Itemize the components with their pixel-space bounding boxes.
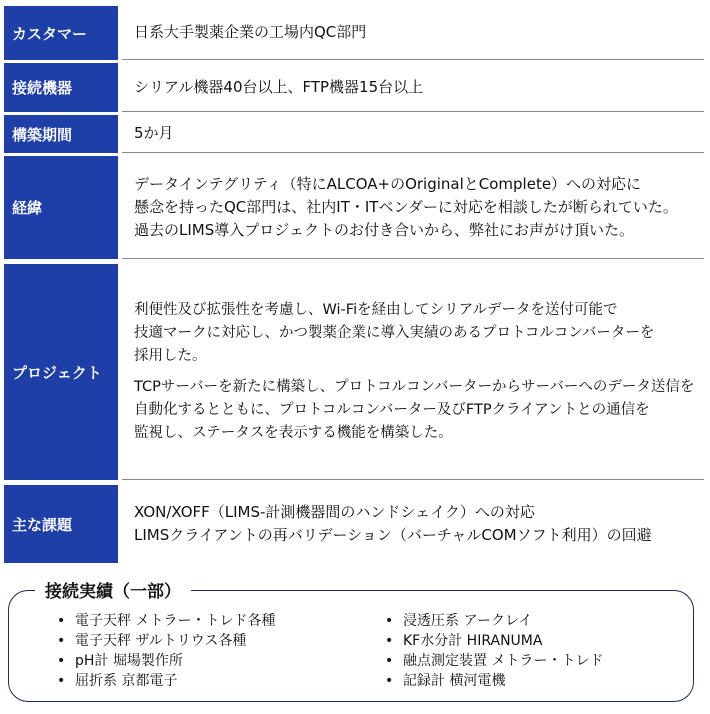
results-right-column <box>385 611 603 691</box>
period-value: 5か月 <box>134 124 174 142</box>
project-line: TCPサーバーを新たに構築し、プロトコルコンバーターからサーバーへのデータ送信を <box>134 378 695 395</box>
bullet-icon: • <box>57 633 66 649</box>
background-line: 過去のLIMS導入プロジェクトのお付き合いから、弊社にお声がけ頂いた。 <box>134 220 634 239</box>
customer-value: 日系大手製薬企業の工場内QC部門 <box>134 23 367 41</box>
row-period <box>4 115 704 153</box>
content-period <box>122 115 704 153</box>
list-item: • 浸透圧系 アークレイ <box>385 613 533 629</box>
list-item: • 屈折系 京都電子 <box>57 673 178 689</box>
label-devices: 接続機器 <box>4 63 118 112</box>
list-item: • 記録計 横河電機 <box>385 673 506 689</box>
bullet-icon: • <box>385 613 394 629</box>
content-devices <box>122 63 704 112</box>
project-line: 技適マークに対応し、かつ製薬企業に導入実績のあるプロトコルコンバーターを <box>134 324 655 341</box>
row-background <box>4 156 704 259</box>
bullet-icon: • <box>385 673 394 689</box>
label-background: 経緯 <box>4 156 118 259</box>
project-line: 採用した。 <box>134 347 207 364</box>
bullet-icon: • <box>385 633 394 649</box>
bullet-icon: • <box>57 653 66 669</box>
row-issues <box>4 485 704 563</box>
content-project <box>122 264 704 480</box>
issue-line: XON/XOFF（LIMS-計測機器間のハンドシェイク）への対応 <box>134 503 535 521</box>
background-line: データインテグリティ（特にALCOA+のOriginalとComplete）への対応に <box>134 174 642 193</box>
background-line: 懸念を持ったQC部門は、社内IT・ITベンダーに対応を相談したが断られていた。 <box>134 197 678 216</box>
project-line: 自動化するとともに、プロトコルコンバーター及びFTPクライアントとの通信を <box>134 401 650 418</box>
project-line: 利便性及び拡張性を考慮し、Wi-Fiを経由してシリアルデータを送付可能で <box>134 301 618 318</box>
label-customer: カスタマー <box>4 6 118 60</box>
project-line: 監視し、ステータスを表示する機能を構築した。 <box>134 424 453 441</box>
bullet-icon: • <box>57 613 66 629</box>
list-item: • pH計 堀場製作所 <box>57 653 183 669</box>
label-issues: 主な課題 <box>4 485 118 563</box>
devices-value: シリアル機器40台以上、FTP機器15台以上 <box>134 77 424 96</box>
list-item: • 電子天秤 メトラー・トレド各種 <box>57 613 276 629</box>
label-period: 構築期間 <box>4 115 118 153</box>
list-item: • KF水分計 HIRANUMA <box>385 633 543 649</box>
label-project: プロジェクト <box>4 264 118 480</box>
issue-line: LIMSクライアントの再バリデーション（バーチャルCOMソフト利用）の回避 <box>134 526 652 544</box>
content-issues <box>122 485 704 563</box>
bullet-icon: • <box>57 673 66 689</box>
connection-results-box <box>8 582 694 702</box>
content-background <box>122 156 704 259</box>
bullet-icon: • <box>385 653 394 669</box>
list-item: • 電子天秤 ザルトリウス各種 <box>57 633 247 649</box>
row-customer <box>4 6 704 60</box>
content-customer <box>122 6 704 60</box>
row-project <box>4 264 704 480</box>
list-item: • 融点測定装置 メトラー・トレド <box>385 653 604 669</box>
results-left-column <box>57 611 275 691</box>
row-devices <box>4 63 704 112</box>
results-title: 接続実績（一部） <box>35 577 191 602</box>
